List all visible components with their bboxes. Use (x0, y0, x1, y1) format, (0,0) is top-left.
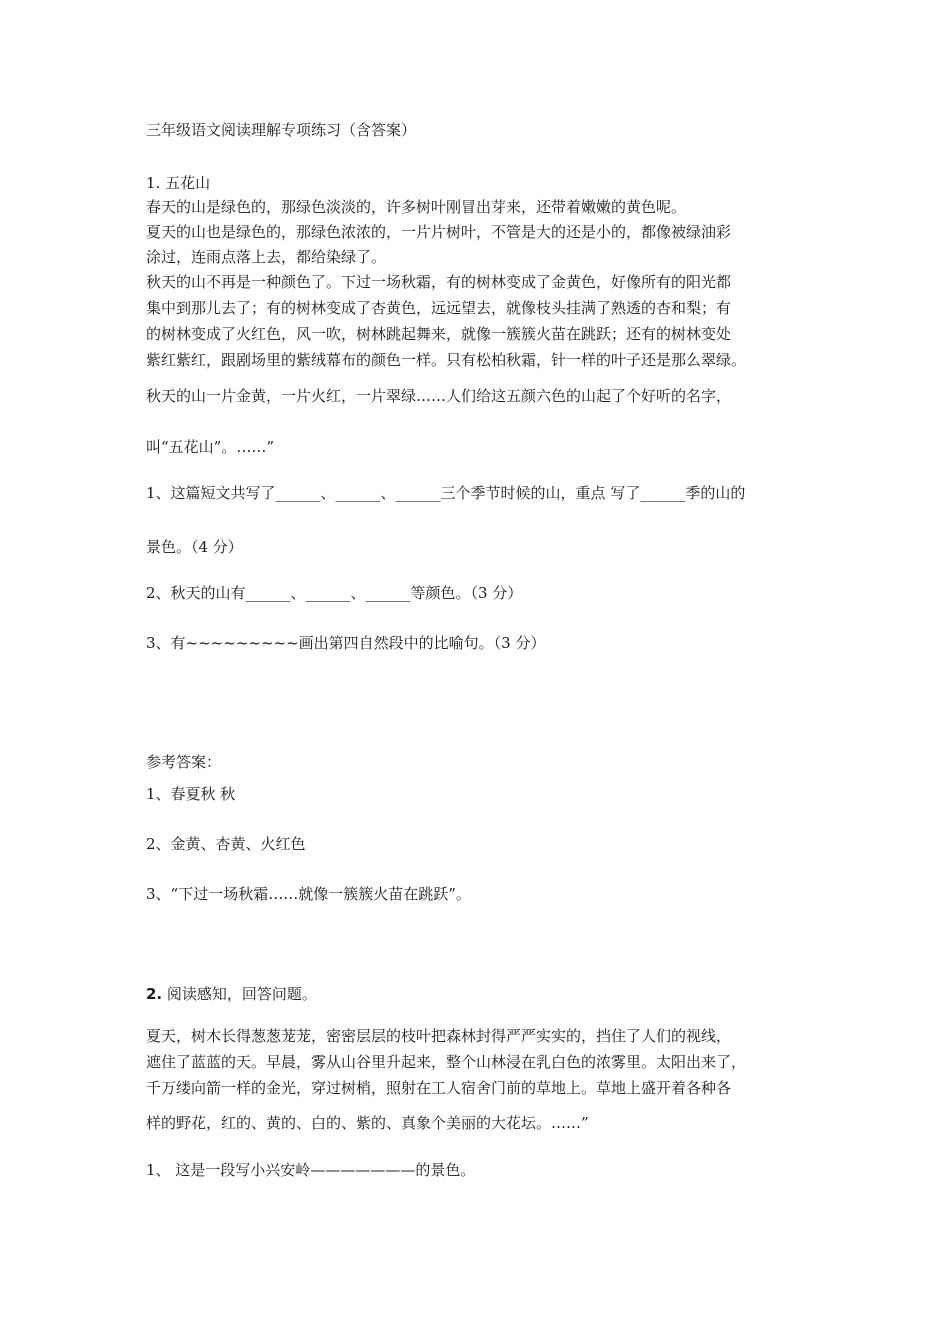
passage2-line: 夏天，树木长得葱葱茏茏，密密层层的枝叶把森林封得严严实实的，挡住了人们的视线， (146, 1027, 732, 1045)
passage1-line: 涂过，连雨点落上去，都给染绿了。 (146, 248, 387, 266)
passage1-line: 秋天的山一片金黄，一片火红，一片翠绿……人们给这五颜六色的山起了个好听的名字， (146, 387, 732, 405)
question-line: 1、 这是一段写小兴安岭———————的景色。 (146, 1161, 476, 1179)
question-line: 2、秋天的山有______、______、______等颜色。（3 分） (146, 584, 523, 602)
answer-line: 1、春夏秋 秋 (146, 785, 236, 803)
section2-heading (146, 984, 317, 1004)
passage1-line: 紫红紫红，跟剧场里的紫绒幕布的颜色一样。只有松柏秋霜，针一样的叶子还是那么翠绿。 (146, 351, 747, 369)
passage1-line: 春天的山是绿色的，那绿色淡淡的，许多树叶刚冒出芽来，还带着嫩嫩的黄色呢。 (146, 198, 687, 216)
passage1-line: 叫“五花山”。……” (146, 438, 275, 456)
passage2-line: 样的野花，红的、黄的、白的、紫的、真象个美丽的大花坛。……” (146, 1114, 589, 1132)
section1-heading: 1. 五花山 (146, 174, 211, 192)
section2-number: 2. (146, 985, 163, 1003)
passage1-line: 夏天的山也是绿色的，那绿色浓浓的，一片片树叶，不管是大的还是小的，都像被绿油彩 (146, 223, 732, 241)
answer-line: 3、“下过一场秋霜……就像一簇簇火苗在跳跃”。 (146, 885, 471, 903)
answers-heading: 参考答案： (146, 753, 222, 771)
passage2-line: 遮住了蓝蓝的天。早晨，雾从山谷里升起来，整个山林浸在乳白色的浓雾里。太阳出来了， (146, 1053, 747, 1071)
section2-heading-text: 阅读感知，回答问题。 (162, 985, 317, 1003)
passage2-line: 千万缕向箭一样的金光，穿过树梢，照射在工人宿舍门前的草地上。草地上盛开着各种各 (146, 1079, 732, 1097)
passage1-line: 集中到那儿去了；有的树林变成了杏黄色，远远望去，就像枝头挂满了熟透的杏和梨；有 (146, 299, 732, 317)
document-title: 三年级语文阅读理解专项练习（含答案） (146, 121, 417, 139)
question-line: 3、有~~~~~~~~~画出第四自然段中的比喻句。（3 分） (146, 634, 546, 652)
answer-line: 2、金黄、杏黄、火红色 (146, 835, 306, 853)
question-line: 1、这篇短文共写了______、______、______三个季节时候的山，重点 写了______季的山的 (146, 484, 746, 502)
passage1-line: 的树林变成了火红色，风一吹，树林跳起舞来，就像一簇簇火苗在跳跃；还有的树林变处 (146, 325, 732, 343)
passage1-line: 秋天的山不再是一种颜色了。下过一场秋霜，有的树林变成了金黄色，好像所有的阳光都 (146, 273, 732, 291)
question-line: 景色。（4 分） (146, 538, 243, 556)
